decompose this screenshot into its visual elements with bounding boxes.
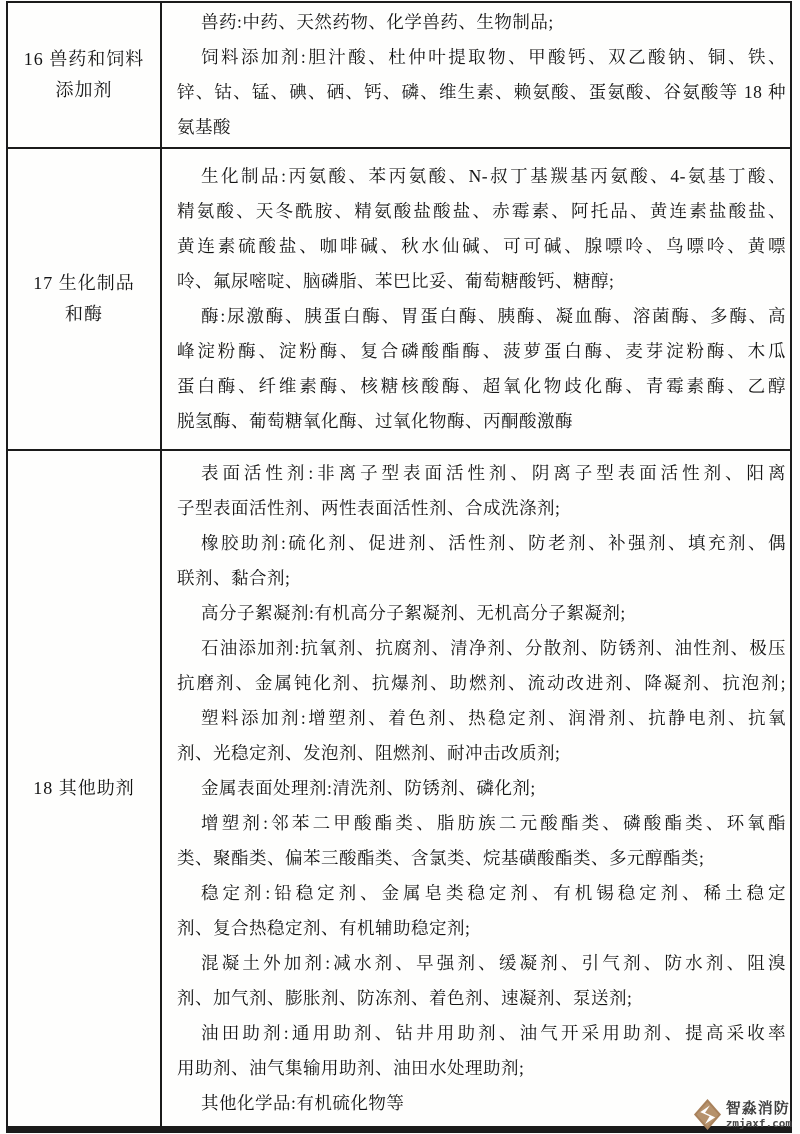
- watermark-brand: 智淼消防: [725, 1099, 790, 1117]
- content-line: 蛋白酶、纤维素酶、核糖核酸酶、超氧化物歧化酶、青霉素酶、乙醇: [177, 376, 786, 396]
- content-line: 用助剂、油气集输用助剂、油田水处理助剂;: [177, 1058, 525, 1078]
- category-cell-18: [8, 451, 162, 1126]
- category-cell-16: [8, 3, 162, 147]
- content-line: 金属表面处理剂:清洗剂、防锈剂、磷化剂;: [201, 778, 536, 798]
- content-line: 油田助剂:通用助剂、钻井用助剂、油气开采用助剂、提高采收率: [201, 1023, 786, 1043]
- category-label-line: 17 生化制品: [33, 273, 135, 293]
- content-line: 稳定剂:铅稳定剂、金属皂类稳定剂、有机锡稳定剂、稀土稳定: [201, 883, 786, 903]
- category-label-line: 和酶: [65, 304, 103, 324]
- watermark-domain: zmjaxf.com: [725, 1116, 792, 1130]
- category-cell-17: [8, 149, 162, 449]
- content-line: 类、聚酯类、偏苯三酸酯类、含氯类、烷基磺酸酯类、多元醇酯类;: [177, 848, 705, 868]
- content-line: 增塑剂:邻苯二甲酸酯类、脂肪族二元酸酯类、磷酸酯类、环氧酯: [201, 813, 786, 833]
- content-line: 生化制品:丙氨酸、苯丙氨酸、N-叔丁基羰基丙氨酸、4-氨基丁酸、: [201, 166, 786, 186]
- content-line: 兽药:中药、天然药物、化学兽药、生物制品;: [201, 12, 554, 32]
- content-line: 精氨酸、天冬酰胺、精氨酸盐酸盐、赤霉素、阿托品、黄连素盐酸盐、: [177, 201, 786, 221]
- content-line: 子型表面活性剂、两性表面活性剂、合成洗涤剂;: [177, 498, 561, 518]
- content-line: 呤、氟尿嘧啶、脑磷脂、苯巴比妥、葡萄糖酸钙、糖醇;: [177, 271, 615, 291]
- content-line: 脱氢酶、葡萄糖氧化酶、过氧化物酶、丙酮酸激酶: [177, 411, 573, 431]
- table-row-18: [8, 449, 790, 1126]
- content-line: 橡胶助剂:硫化剂、促进剂、活性剂、防老剂、补强剂、填充剂、偶: [201, 533, 786, 553]
- content-line: 黄连素硫酸盐、咖啡碱、秋水仙碱、可可碱、腺嘌呤、鸟嘌呤、黄嘌: [177, 236, 786, 256]
- category-label-line: 添加剂: [55, 80, 113, 100]
- content-line: 高分子絮凝剂:有机高分子絮凝剂、无机高分子絮凝剂;: [201, 603, 626, 623]
- table-row-16: [8, 3, 790, 147]
- content-cell-17: [162, 149, 790, 449]
- category-label-line: 18 其他助剂: [33, 778, 135, 798]
- content-line: 剂、加气剂、膨胀剂、防冻剂、着色剂、速凝剂、泵送剂;: [177, 988, 633, 1008]
- zmjaxf-logo-icon: [693, 1098, 722, 1131]
- content-line: 其他化学品:有机硫化物等: [201, 1093, 405, 1113]
- table-row-17: [8, 147, 790, 449]
- content-line: 表面活性剂:非离子型表面活性剂、阴离子型表面活性剂、阳离: [201, 463, 786, 483]
- content-line: 剂、复合热稳定剂、有机辅助稳定剂;: [177, 918, 471, 938]
- content-line: 塑料添加剂:增塑剂、着色剂、热稳定剂、润滑剂、抗静电剂、抗氧: [201, 708, 786, 728]
- chemical-categories-table: [6, 1, 792, 1133]
- content-line: 峰淀粉酶、淀粉酶、复合磷酸酯酶、菠萝蛋白酶、麦芽淀粉酶、木瓜: [177, 341, 786, 361]
- watermark-text: [726, 1100, 792, 1130]
- content-line: 酶:尿激酶、胰蛋白酶、胃蛋白酶、胰酶、凝血酶、溶菌酶、多酶、高: [201, 306, 786, 326]
- content-line: 抗磨剂、金属钝化剂、抗爆剂、助燃剂、流动改进剂、降凝剂、抗泡剂;: [177, 673, 786, 693]
- content-line: 剂、光稳定剂、发泡剂、阻燃剂、耐冲击改质剂;: [177, 743, 561, 763]
- content-line: 氨基酸: [177, 117, 231, 137]
- content-cell-16: [162, 3, 790, 147]
- content-cell-18: [162, 451, 790, 1126]
- watermark: [693, 1098, 792, 1131]
- category-label-line: 16 兽药和饲料: [23, 49, 145, 69]
- content-line: 锌、钴、锰、碘、硒、钙、磷、维生素、赖氨酸、蛋氨酸、谷氨酸等 18 种: [177, 82, 786, 102]
- content-line: 联剂、黏合剂;: [177, 568, 291, 588]
- content-line: 混凝土外加剂:减水剂、早强剂、缓凝剂、引气剂、防水剂、阻溴: [201, 953, 786, 973]
- content-line: 饲料添加剂:胆汁酸、杜仲叶提取物、甲酸钙、双乙酸钠、铜、铁、: [201, 47, 786, 67]
- content-line: 石油添加剂:抗氧剂、抗腐剂、清净剂、分散剂、防锈剂、油性剂、极压: [201, 638, 786, 658]
